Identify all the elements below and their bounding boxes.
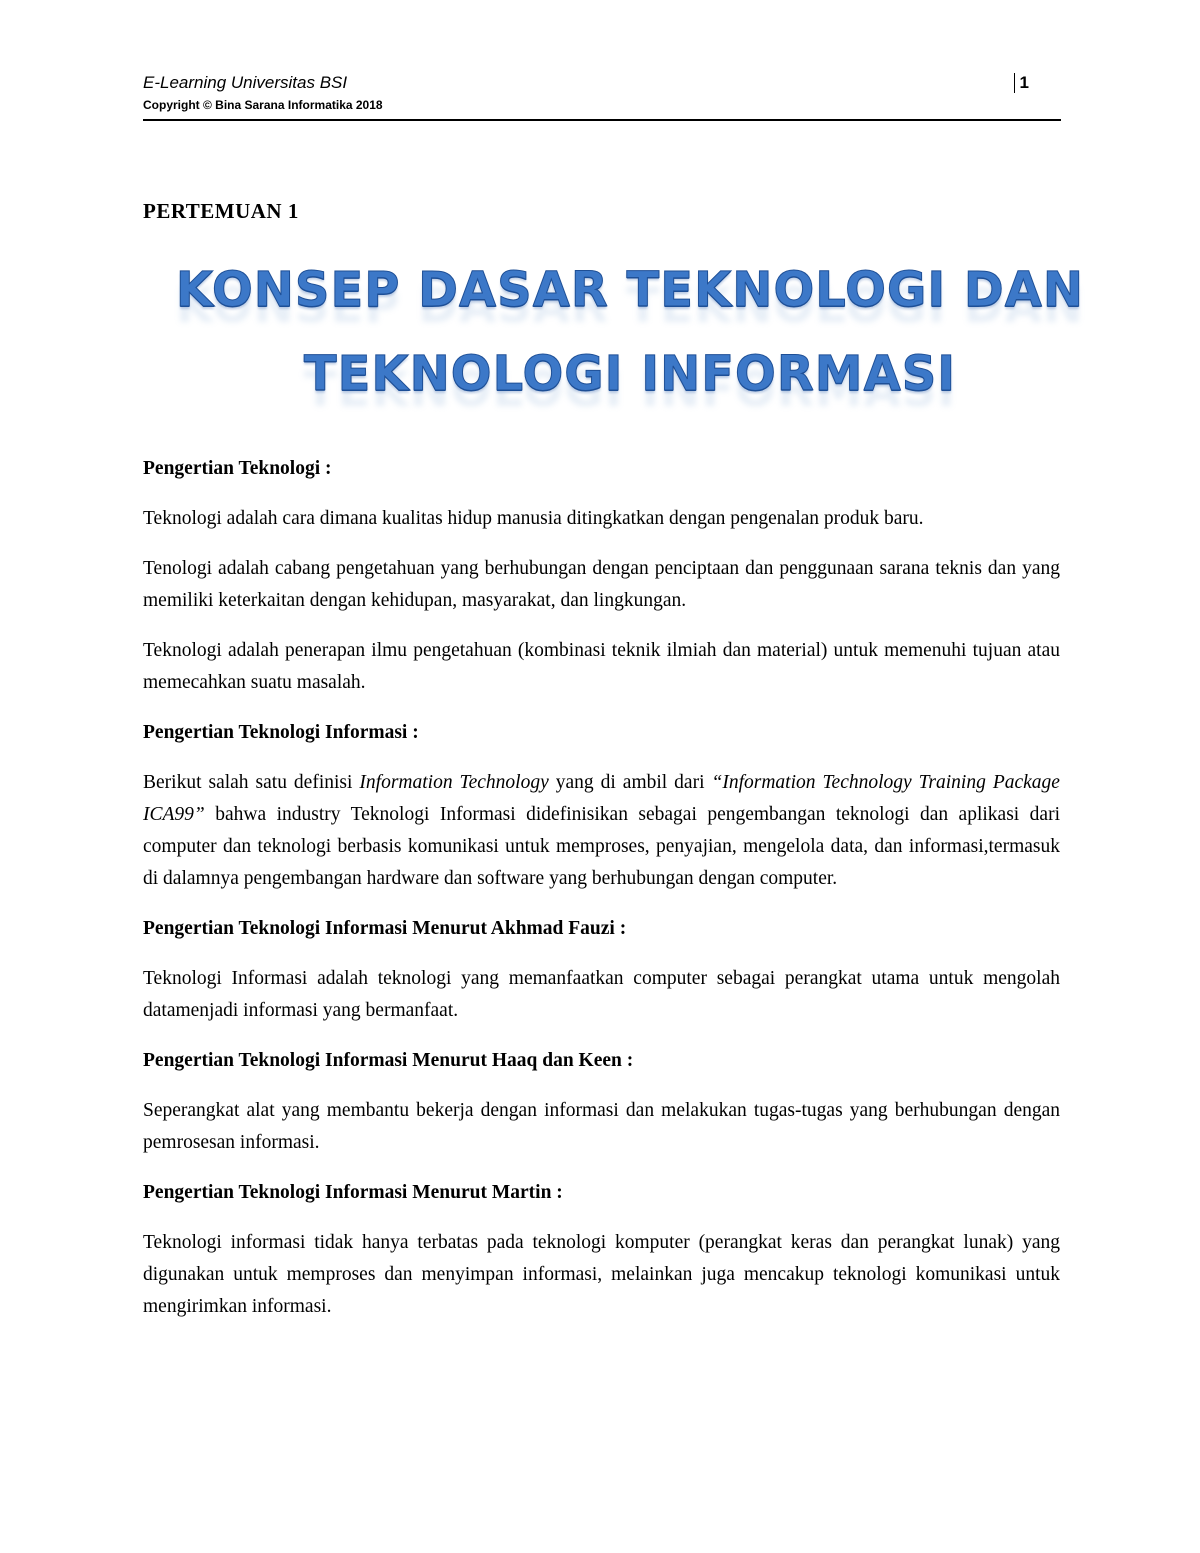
- header-title: E-Learning Universitas BSI: [143, 73, 348, 92]
- banner-line-1: KONSEP DASAR TEKNOLOGI DAN: [175, 262, 1085, 318]
- banner-line-2: TEKNOLOGI INFORMASI: [303, 346, 957, 402]
- paragraph: Teknologi Informasi adalah teknologi yang memanfaatkan computer sebagai perangkat utama untuk mengolah datamenjadi informasi yang bermanfaat.: [143, 968, 1060, 1021]
- page-number: 1: [1014, 73, 1029, 93]
- paragraph: Tenologi adalah cabang pengetahuan yang berhubungan dengan penciptaan dan penggunaan sarana teknis dan yang memiliki keterkaitan dengan kehidupan, masyarakat, dan lingkungan.: [143, 558, 1060, 611]
- source-italic: “Information Technology Training Package ICA99”: [143, 772, 1060, 825]
- section-heading: Pengertian Teknologi Informasi Menurut Haaq dan Keen :: [143, 1050, 634, 1071]
- paragraph-text: Berikut salah satu definisi: [143, 772, 360, 793]
- header-copyright: Copyright © Bina Sarana Informatika 2018: [143, 98, 383, 112]
- document-body: [143, 453, 1060, 1341]
- section-heading: Pengertian Teknologi Informasi Menurut Akhmad Fauzi :: [143, 918, 627, 939]
- paragraph: [143, 767, 1060, 895]
- title-banner: [150, 248, 1110, 416]
- paragraph: Teknologi informasi tidak hanya terbatas pada teknologi komputer (perangkat keras dan perangkat lunak) yang digunakan untuk memproses dan menyimpan informasi, melainkan juga mencakup teknologi komunikasi untuk mengirimkan informasi.: [143, 1232, 1060, 1317]
- paragraph: Seperangkat alat yang membantu bekerja dengan informasi dan melakukan tugas-tugas yang berhubungan dengan pemrosesan informasi.: [143, 1100, 1060, 1153]
- paragraph: Teknologi adalah cara dimana kualitas hidup manusia ditingkatkan dengan pengenalan produk baru.: [143, 508, 924, 529]
- section-heading: Pengertian Teknologi Informasi :: [143, 722, 419, 743]
- page-header: [143, 71, 1061, 121]
- paragraph: Teknologi adalah penerapan ilmu pengetahuan (kombinasi teknik ilmiah dan material) untuk memenuhi tujuan atau memecahkan suatu masalah.: [143, 640, 1060, 693]
- term-italic: Information Technology: [359, 772, 549, 793]
- section-heading: Pengertian Teknologi :: [143, 458, 332, 479]
- meeting-label: PERTEMUAN 1: [143, 199, 299, 223]
- section-heading: Pengertian Teknologi Informasi Menurut Martin :: [143, 1182, 563, 1203]
- paragraph-text: bahwa industry Teknologi Informasi didefinisikan sebagai pengembangan teknologi dan aplikasi dari computer dan teknologi berbasis komunikasi untuk memproses, penyajian, mengelola data, dan informasi,termasuk di dalamnya pengembangan hardware dan software yang berhubungan dengan computer.: [143, 804, 1060, 889]
- paragraph-text: yang di ambil dari: [548, 772, 712, 793]
